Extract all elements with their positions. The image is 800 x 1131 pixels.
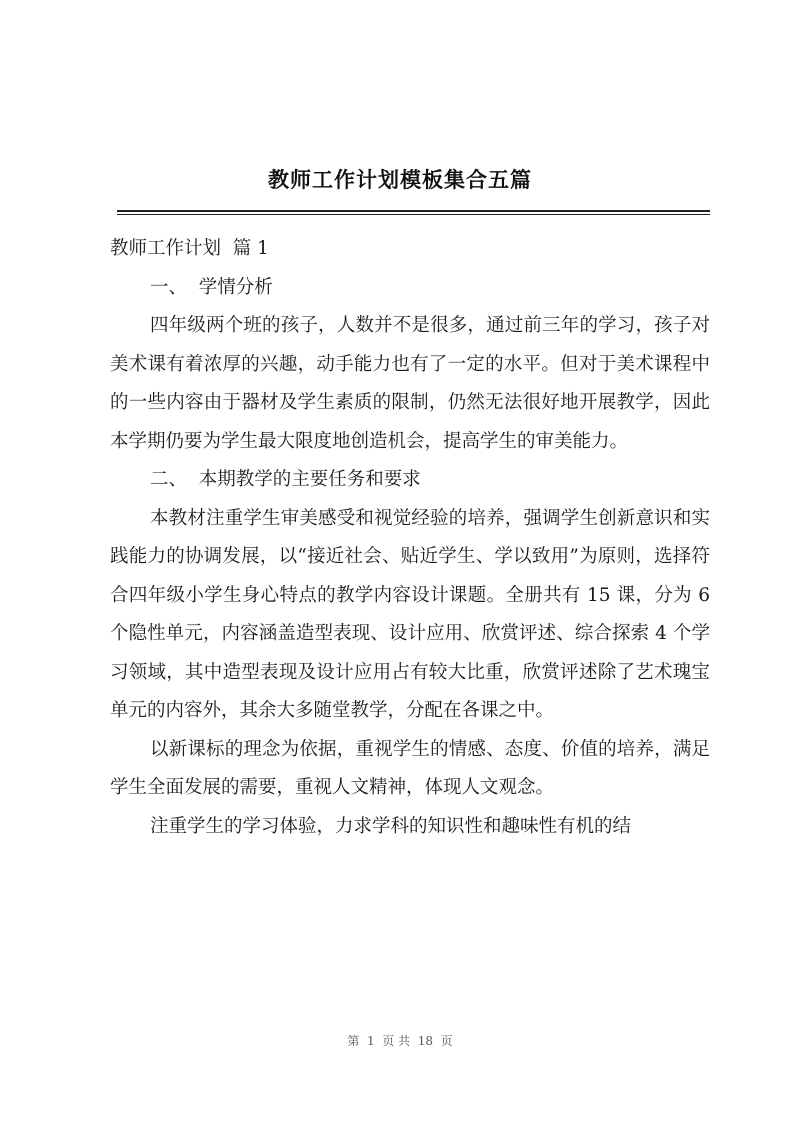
part-label: 教师工作计划 篇 1 <box>110 238 269 259</box>
document-title: 教师工作计划模板集合五篇 <box>268 167 532 192</box>
paragraph-2: 本教材注重学生审美感受和视觉经验的培养，强调学生创新意识和实践能力的协调发展，以“接近社会、贴近学生、学以致用”为原则，选择符合四年级小学生身心特点的教学内容设计课题。全册共有 15 课，分为 6 个隐性单元，内容涵盖造型表现、设计应用、欣赏评述、综合探索 4 个学习领域，其中造型表现及设计应用占有较大比重，欣赏评述除了艺术瑰宝单元的内容外，其余大多随堂教学，分配在各课之中。 <box>110 507 710 721</box>
title-underline-thin <box>117 214 710 215</box>
paragraph-1: 四年级两个班的孩子，人数并不是很多，通过前三年的学习，孩子对美术课有着浓厚的兴趣，动手能力也有了一定的水平。但对于美术课程中的一些内容由于器材及学生素质的限制，仍然无法很好地开展教学，因此本学期仍要为学生最大限度地创造机会，提高学生的审美能力。 <box>110 315 710 452</box>
document-body <box>110 230 710 846</box>
page-footer: 第 1 页 共 18 页 <box>347 1034 453 1048</box>
section-heading-2: 二、 本期教学的主要任务和要求 <box>150 469 421 490</box>
section-heading-1: 一、 学情分析 <box>150 276 273 298</box>
paragraph-3: 以新课标的理念为依据，重视学生的情感、态度、价值的培养，满足学生全面发展的需要，重视人文精神，体现人文观念。 <box>110 738 710 798</box>
title-underline-thick <box>117 210 710 212</box>
paragraph-4: 注重学生的学习体验，力求学科的知识性和趣味性有机的结 <box>150 815 632 837</box>
